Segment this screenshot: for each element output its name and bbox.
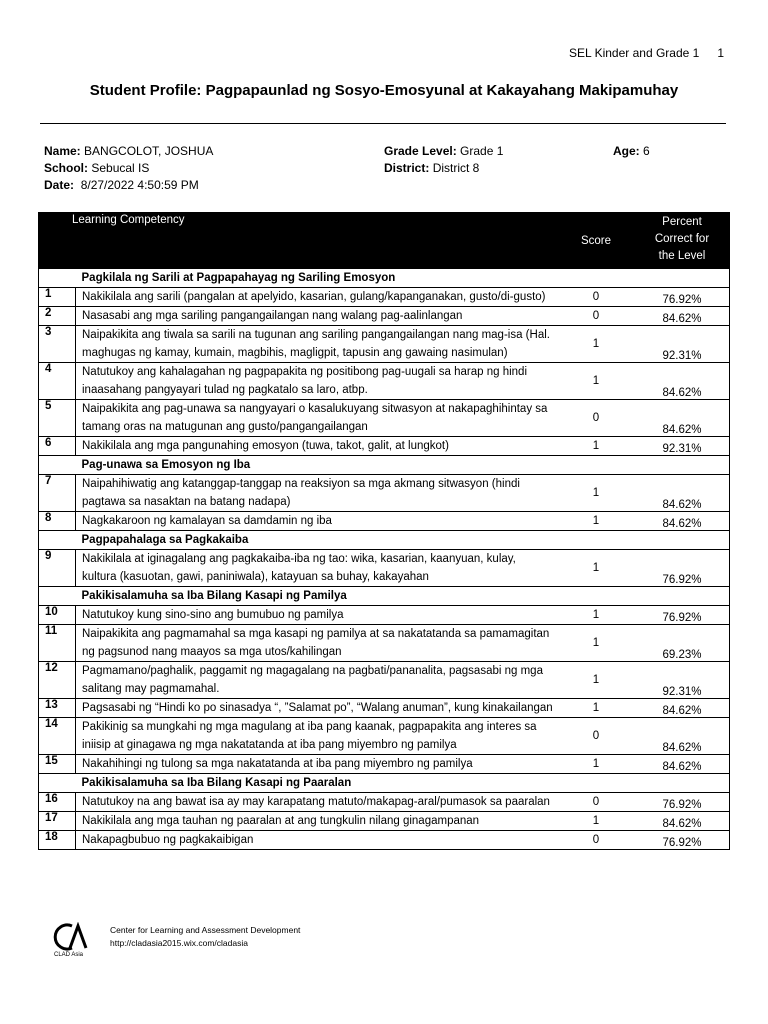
percent-cell: 76.92%	[662, 837, 702, 849]
score-cell: 1	[592, 487, 600, 499]
section-row	[39, 269, 730, 288]
table-row	[39, 363, 730, 400]
score-cell: 0	[592, 834, 600, 846]
section-row	[39, 456, 730, 475]
row-number: 15	[39, 755, 76, 774]
student-name: BANGCOLOT, JOSHUA	[84, 144, 214, 158]
percent-cell: 76.92%	[662, 294, 702, 306]
section-row	[39, 774, 730, 793]
section-spacer	[39, 774, 76, 793]
percent-cell: 84.62%	[662, 818, 702, 830]
table-row	[39, 326, 730, 363]
percent-cell: 84.62%	[662, 499, 702, 511]
competency-text: Nakikilala at iginagalang ang pagkakaiba-iba ng tao: wika, kasarian, kaanyuan, kulay, kultura (kasuotan, gawi, paniniwala), katayuan sa buhay, kakayahan	[82, 553, 516, 583]
age-label: Age:	[613, 144, 640, 158]
page-number: 1	[717, 46, 724, 60]
col-percent-line-1: Percent	[662, 216, 702, 228]
col-percent-line-3: the Level	[658, 250, 706, 262]
row-number: 16	[39, 793, 76, 812]
percent-cell: 84.62%	[662, 313, 702, 325]
percent-cell: 92.31%	[662, 443, 702, 455]
row-number: 6	[39, 437, 76, 456]
section-spacer	[39, 531, 76, 550]
table-row	[39, 662, 730, 699]
section-title: Pag-unawa sa Emosyon ng Iba	[81, 459, 251, 471]
col-percent-line-2: Correct for	[654, 233, 710, 245]
score-cell: 1	[592, 702, 600, 714]
student-info-middle	[384, 143, 503, 177]
score-cell: 0	[592, 412, 600, 424]
percent-cell: 76.92%	[662, 574, 702, 586]
section-title: Pagkilala ng Sarili at Pagpapahayag ng Sariling Emosyon	[81, 272, 396, 284]
percent-cell: 92.31%	[662, 350, 702, 362]
section-spacer	[39, 456, 76, 475]
table-header	[39, 212, 730, 269]
score-cell: 0	[592, 310, 600, 322]
col-competency-header: Learning Competency	[39, 212, 558, 269]
row-number: 10	[39, 606, 76, 625]
score-cell: 1	[592, 758, 600, 770]
score-cell: 1	[592, 562, 600, 574]
row-number: 11	[39, 625, 76, 662]
competency-text: Natutukoy ang kahalagahan ng pagpapakita ng positibong pag-uugali sa harap ng hindi inaasahang pangyayari tulad ng pagkatalo sa laro, atbp.	[82, 366, 528, 396]
footer-url: http://cladasia2015.wix.com/cladasia	[110, 938, 248, 948]
row-number: 14	[39, 718, 76, 755]
competency-text: Pagmamano/paghalik, paggamit ng magagalang na pagbati/pananalita, pagsasabi ng mga salitang may pagmamahal.	[82, 665, 543, 695]
row-number: 9	[39, 550, 76, 587]
school-label: School:	[44, 161, 88, 175]
row-number: 18	[39, 831, 76, 850]
section-title: Pakikisalamuha sa Iba Bilang Kasapi ng Paaralan	[81, 777, 352, 789]
table-row	[39, 699, 730, 718]
score-cell: 0	[592, 730, 600, 742]
row-number: 13	[39, 699, 76, 718]
competency-text: Naipahihiwatig ang katanggap-tanggap na reaksiyon sa mga akmang sitwasyon (hindi pagtawa sa nasaktan na batang nadapa)	[82, 478, 520, 508]
percent-cell: 84.62%	[662, 424, 702, 436]
table-row	[39, 812, 730, 831]
competency-text: Naipakikita ang pagmamahal sa mga kasapi ng pamilya at sa nakatatanda sa pamamagitan ng pagsunod nang maayos sa mga utos/kahilingan	[82, 628, 550, 658]
district-label: District:	[384, 161, 430, 175]
clad-logo	[50, 922, 98, 958]
competency-text: Pakikinig sa mungkahi ng mga magulang at iba pang kaanak, pagpapakita ang interes sa iniisip at ginagawa ng mga nakatatanda at iba pang miyembro ng pamilya	[82, 721, 537, 751]
table-row	[39, 793, 730, 812]
district-value: District 8	[432, 161, 480, 175]
col-score-header: Score	[557, 212, 635, 269]
score-cell: 1	[592, 609, 600, 621]
date-value: 8/27/2022 4:50:59 PM	[80, 178, 199, 192]
competency-text: Natutukoy na ang bawat isa ay may karapatang matuto/makapag-aral/pumasok sa paaralan	[82, 796, 550, 808]
row-number: 2	[39, 307, 76, 326]
name-label: Name:	[44, 144, 81, 158]
table-row	[39, 550, 730, 587]
section-spacer	[39, 269, 76, 288]
row-number: 5	[39, 400, 76, 437]
student-info-right	[613, 143, 650, 160]
section-row	[39, 531, 730, 550]
competency-text: Nasasabi ang mga sariling pangangailangan nang walang pag-aalinlangan	[82, 310, 463, 322]
competency-text: Naipakikita ang pag-unawa sa nangyayari o kasalukuyang sitwasyon at nakapaghihintay sa tamang oras na matugunan ang gusto/pangangailangan	[82, 403, 548, 433]
col-percent-header	[635, 212, 730, 269]
grade-label: Grade Level:	[384, 144, 457, 158]
doc-label: SEL Kinder and Grade 1	[569, 46, 700, 60]
table-row	[39, 288, 730, 307]
score-cell: 1	[592, 637, 600, 649]
competency-text: Naipakikita ang tiwala sa sarili na tugunan ang sariling pangangailangan nang mag-isa (Hal. maghugas ng kamay, kumain, magbihis, magligpit, tapusin ang gawaing nasimulan)	[82, 329, 550, 359]
student-info-left	[44, 143, 213, 194]
section-title: Pagpapahalaga sa Pagkakaiba	[81, 534, 249, 546]
school-name: Sebucal IS	[91, 161, 150, 175]
row-number: 8	[39, 512, 76, 531]
competency-table	[38, 212, 730, 850]
percent-cell: 92.31%	[662, 686, 702, 698]
section-spacer	[39, 587, 76, 606]
competency-text: Nakikilala ang sarili (pangalan at apelyido, kasarian, gulang/kapanganakan, gusto/di-gusto)	[82, 291, 546, 303]
table-row	[39, 831, 730, 850]
row-number: 12	[39, 662, 76, 699]
section-title: Pakikisalamuha sa Iba Bilang Kasapi ng Pamilya	[81, 590, 347, 602]
table-row	[39, 437, 730, 456]
table-body	[39, 269, 730, 850]
score-cell: 1	[592, 515, 600, 527]
table-row	[39, 625, 730, 662]
competency-text: Natutukoy kung sino-sino ang bumubuo ng pamilya	[82, 609, 344, 621]
date-label: Date:	[44, 178, 75, 192]
competency-text: Nakikilala ang mga tauhan ng paaralan at ang tungkulin nilang ginagampanan	[82, 815, 480, 827]
percent-cell: 76.92%	[662, 612, 702, 624]
score-cell: 1	[592, 375, 600, 387]
page-header	[569, 46, 724, 60]
score-cell: 0	[592, 291, 600, 303]
age-value: 6	[643, 144, 650, 158]
footer-org: Center for Learning and Assessment Development	[110, 925, 301, 935]
score-cell: 0	[592, 796, 600, 808]
table-row	[39, 606, 730, 625]
divider	[40, 123, 726, 124]
row-number: 1	[39, 288, 76, 307]
page-title: Student Profile: Pagpapaunlad ng Sosyo-Emosyunal at Kakayahang Makipamuhay	[89, 82, 679, 99]
score-cell: 1	[592, 674, 600, 686]
percent-cell: 84.62%	[662, 705, 702, 717]
section-row	[39, 587, 730, 606]
percent-cell: 84.62%	[662, 518, 702, 530]
table-row	[39, 475, 730, 512]
competency-text: Nakahihingi ng tulong sa mga nakatatanda at iba pang miyembro ng pamilya	[82, 758, 473, 770]
table-row	[39, 307, 730, 326]
percent-cell: 84.62%	[662, 387, 702, 399]
percent-cell: 76.92%	[662, 799, 702, 811]
percent-cell: 84.62%	[662, 742, 702, 754]
table-row	[39, 400, 730, 437]
table-row	[39, 755, 730, 774]
competency-text: Nakapagbubuo ng pagkakaibigan	[82, 834, 254, 846]
score-cell: 1	[592, 815, 600, 827]
row-number: 7	[39, 475, 76, 512]
table-row	[39, 718, 730, 755]
row-number: 17	[39, 812, 76, 831]
logo-text: CLAD Asia	[54, 952, 84, 958]
grade-value: Grade 1	[460, 144, 504, 158]
competency-text: Nagkakaroon ng kamalayan sa damdamin ng iba	[82, 515, 332, 527]
row-number: 4	[39, 363, 76, 400]
percent-cell: 84.62%	[662, 761, 702, 773]
score-cell: 1	[592, 440, 600, 452]
competency-text: Nakikilala ang mga pangunahing emosyon (tuwa, takot, galit, at lungkot)	[82, 440, 449, 452]
table-row	[39, 512, 730, 531]
percent-cell: 69.23%	[662, 649, 702, 661]
score-cell: 1	[592, 338, 600, 350]
competency-text: Pagsasabi ng “Hindi ko po sinasadya “, ”Salamat po”, “Walang anuman”, kung kinakailangan	[82, 702, 553, 714]
row-number: 3	[39, 326, 76, 363]
